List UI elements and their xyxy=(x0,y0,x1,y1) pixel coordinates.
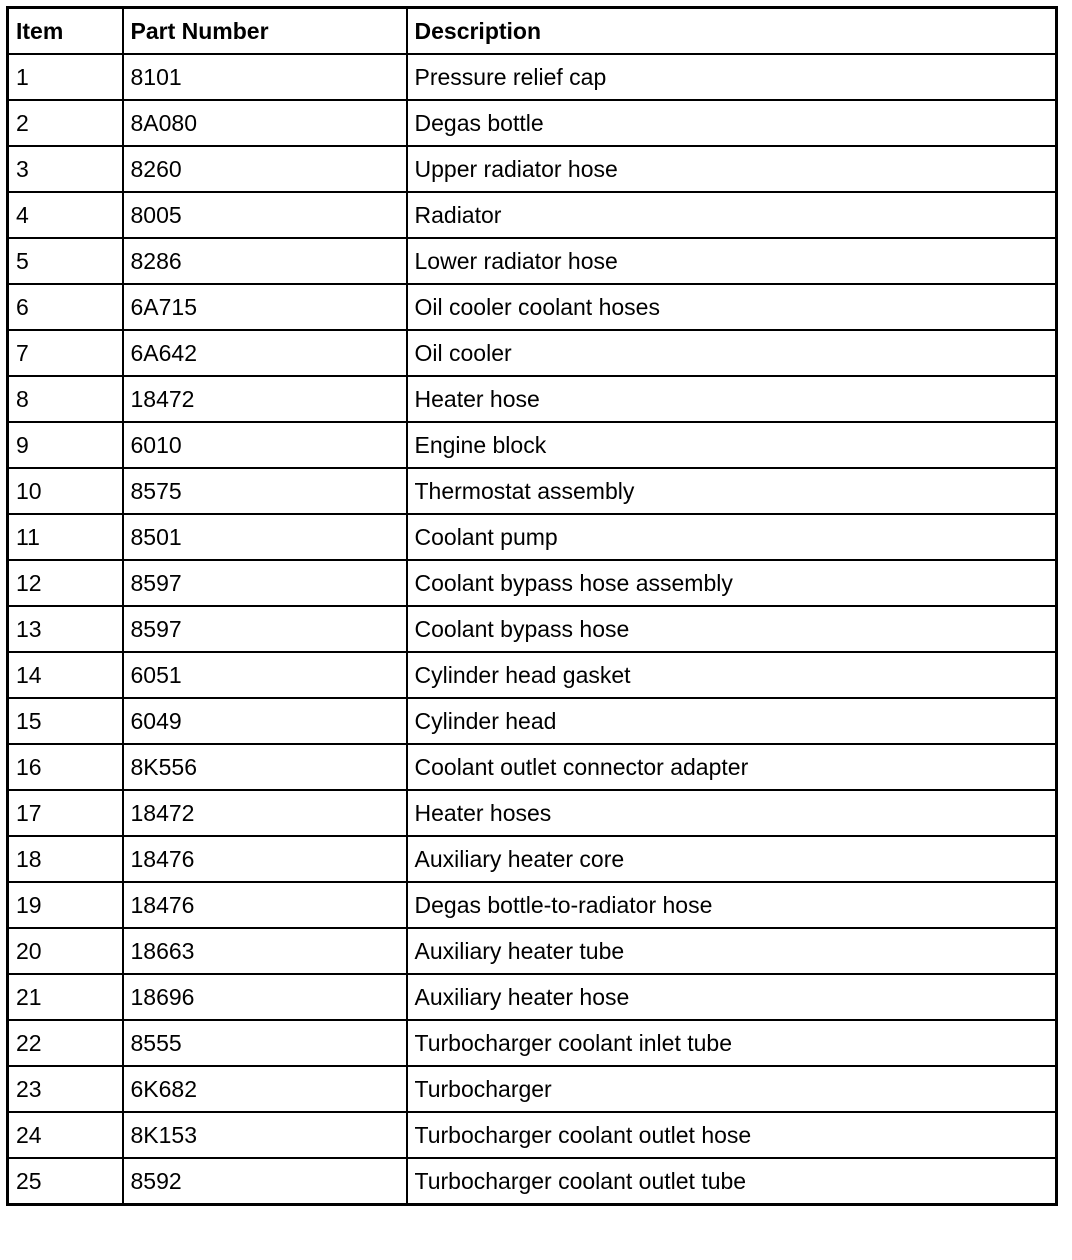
header-description: Description xyxy=(407,8,1057,55)
cell-item: 25 xyxy=(8,1158,123,1205)
cell-part-number: 18472 xyxy=(123,376,407,422)
cell-description: Oil cooler xyxy=(407,330,1057,376)
cell-item: 17 xyxy=(8,790,123,836)
parts-table xyxy=(6,6,1058,1206)
cell-description: Auxiliary heater hose xyxy=(407,974,1057,1020)
cell-item: 16 xyxy=(8,744,123,790)
cell-item: 12 xyxy=(8,560,123,606)
table-row xyxy=(8,928,1057,974)
cell-part-number: 6A642 xyxy=(123,330,407,376)
cell-description: Cylinder head xyxy=(407,698,1057,744)
cell-description: Radiator xyxy=(407,192,1057,238)
table-row xyxy=(8,560,1057,606)
cell-item: 18 xyxy=(8,836,123,882)
cell-item: 20 xyxy=(8,928,123,974)
table-row xyxy=(8,744,1057,790)
cell-item: 1 xyxy=(8,54,123,100)
cell-part-number: 8K556 xyxy=(123,744,407,790)
cell-part-number: 8555 xyxy=(123,1020,407,1066)
cell-description: Coolant pump xyxy=(407,514,1057,560)
cell-part-number: 8260 xyxy=(123,146,407,192)
cell-item: 8 xyxy=(8,376,123,422)
cell-description: Degas bottle-to-radiator hose xyxy=(407,882,1057,928)
header-part-number: Part Number xyxy=(123,8,407,55)
cell-part-number: 18696 xyxy=(123,974,407,1020)
cell-description: Turbocharger coolant inlet tube xyxy=(407,1020,1057,1066)
cell-part-number: 6010 xyxy=(123,422,407,468)
table-row xyxy=(8,514,1057,560)
cell-description: Coolant bypass hose assembly xyxy=(407,560,1057,606)
cell-item: 4 xyxy=(8,192,123,238)
cell-part-number: 8575 xyxy=(123,468,407,514)
cell-item: 22 xyxy=(8,1020,123,1066)
table-row xyxy=(8,468,1057,514)
cell-part-number: 18476 xyxy=(123,882,407,928)
cell-description: Auxiliary heater core xyxy=(407,836,1057,882)
table-row xyxy=(8,882,1057,928)
table-row xyxy=(8,1020,1057,1066)
cell-part-number: 8597 xyxy=(123,560,407,606)
cell-part-number: 8597 xyxy=(123,606,407,652)
cell-item: 2 xyxy=(8,100,123,146)
cell-description: Coolant bypass hose xyxy=(407,606,1057,652)
cell-description: Engine block xyxy=(407,422,1057,468)
cell-description: Pressure relief cap xyxy=(407,54,1057,100)
cell-description: Heater hoses xyxy=(407,790,1057,836)
cell-item: 6 xyxy=(8,284,123,330)
table-row xyxy=(8,54,1057,100)
cell-description: Heater hose xyxy=(407,376,1057,422)
cell-part-number: 8501 xyxy=(123,514,407,560)
cell-description: Turbocharger coolant outlet hose xyxy=(407,1112,1057,1158)
table-row xyxy=(8,652,1057,698)
cell-item: 11 xyxy=(8,514,123,560)
table-row xyxy=(8,330,1057,376)
cell-description: Turbocharger coolant outlet tube xyxy=(407,1158,1057,1205)
cell-item: 15 xyxy=(8,698,123,744)
cell-part-number: 18476 xyxy=(123,836,407,882)
cell-part-number: 8101 xyxy=(123,54,407,100)
cell-part-number: 18472 xyxy=(123,790,407,836)
cell-description: Upper radiator hose xyxy=(407,146,1057,192)
cell-description: Coolant outlet connector adapter xyxy=(407,744,1057,790)
cell-description: Lower radiator hose xyxy=(407,238,1057,284)
cell-item: 7 xyxy=(8,330,123,376)
cell-item: 13 xyxy=(8,606,123,652)
table-row xyxy=(8,1066,1057,1112)
table-row xyxy=(8,836,1057,882)
cell-description: Oil cooler coolant hoses xyxy=(407,284,1057,330)
cell-part-number: 8286 xyxy=(123,238,407,284)
table-row xyxy=(8,422,1057,468)
cell-description: Thermostat assembly xyxy=(407,468,1057,514)
cell-part-number: 8592 xyxy=(123,1158,407,1205)
table-row xyxy=(8,606,1057,652)
cell-part-number: 8005 xyxy=(123,192,407,238)
table-row xyxy=(8,238,1057,284)
table-row xyxy=(8,192,1057,238)
cell-part-number: 6K682 xyxy=(123,1066,407,1112)
cell-item: 23 xyxy=(8,1066,123,1112)
cell-part-number: 6051 xyxy=(123,652,407,698)
cell-description: Auxiliary heater tube xyxy=(407,928,1057,974)
cell-item: 21 xyxy=(8,974,123,1020)
cell-item: 5 xyxy=(8,238,123,284)
cell-description: Turbocharger xyxy=(407,1066,1057,1112)
cell-item: 14 xyxy=(8,652,123,698)
table-row xyxy=(8,974,1057,1020)
cell-part-number: 6049 xyxy=(123,698,407,744)
cell-part-number: 18663 xyxy=(123,928,407,974)
cell-item: 19 xyxy=(8,882,123,928)
table-row xyxy=(8,1158,1057,1205)
table-row xyxy=(8,1112,1057,1158)
table-row xyxy=(8,100,1057,146)
table-row xyxy=(8,376,1057,422)
table-row xyxy=(8,146,1057,192)
cell-item: 3 xyxy=(8,146,123,192)
cell-part-number: 6A715 xyxy=(123,284,407,330)
cell-item: 10 xyxy=(8,468,123,514)
cell-description: Degas bottle xyxy=(407,100,1057,146)
cell-item: 24 xyxy=(8,1112,123,1158)
cell-item: 9 xyxy=(8,422,123,468)
table-body xyxy=(8,54,1057,1205)
cell-part-number: 8K153 xyxy=(123,1112,407,1158)
header-item: Item xyxy=(8,8,123,55)
table-row xyxy=(8,284,1057,330)
table-row xyxy=(8,698,1057,744)
cell-description: Cylinder head gasket xyxy=(407,652,1057,698)
table-row xyxy=(8,790,1057,836)
cell-part-number: 8A080 xyxy=(123,100,407,146)
table-header-row xyxy=(8,8,1057,55)
